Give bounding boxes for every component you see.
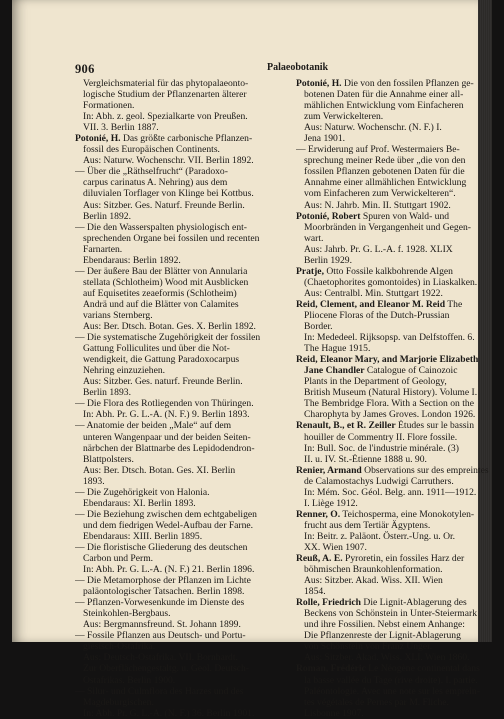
line-text: Otto Fossile kalkbohrende Algen bbox=[323, 265, 453, 277]
line-text: Border. bbox=[304, 321, 333, 333]
text-line bbox=[75, 476, 290, 487]
line-text: Nehring einzuziehen. bbox=[83, 365, 166, 377]
text-line bbox=[296, 432, 502, 443]
running-head: Palaeobotanik bbox=[267, 62, 329, 73]
text-line bbox=[75, 365, 290, 376]
text-line bbox=[296, 420, 502, 431]
text-line bbox=[75, 398, 290, 409]
line-text: Aus: Jahrb. Pr. G. L.-A. f. 1928. XLIX bbox=[304, 243, 453, 255]
line-text: tes végétales de Pernes par M. Fliche. bbox=[304, 696, 449, 708]
line-text: — Der äußere Bau der Blätter von Annularia bbox=[75, 265, 248, 277]
text-line bbox=[296, 597, 502, 608]
book-page bbox=[12, 0, 492, 719]
line-text: — Die den Wasserspalten physiologisch ent- bbox=[75, 221, 247, 233]
line-text: Ebendaraus: Berlin 1892. bbox=[83, 254, 181, 266]
line-text: Aus: N. Jahrb. Min. II. Stuttgart 1902. bbox=[304, 199, 451, 211]
text-line bbox=[75, 608, 290, 619]
line-text: de Calamostachys Ludwigi Carruthers. bbox=[304, 475, 454, 487]
line-text: carpus carinatus A. Nehring) aus dem bbox=[83, 177, 228, 189]
text-line bbox=[75, 498, 290, 509]
line-text: In: Abh. z. geol. Spezialkarte von Preußen. bbox=[83, 111, 248, 123]
text-line bbox=[75, 454, 290, 465]
text-line bbox=[75, 354, 290, 365]
line-text: diluvialen Torflager von Klinge bei Kottbus. bbox=[83, 188, 254, 200]
line-text: Formationen. bbox=[83, 100, 135, 112]
text-line bbox=[75, 332, 290, 343]
line-text: In: Bull. Soc. de l'industrie minérale. (3) bbox=[304, 442, 459, 454]
line-text: Aus: Centralbl. Min. Stuttgart 1922. bbox=[304, 287, 443, 299]
text-line bbox=[296, 233, 502, 244]
text-line bbox=[75, 89, 290, 100]
text-line bbox=[75, 200, 290, 211]
text-line bbox=[75, 277, 290, 288]
text-line bbox=[75, 663, 290, 674]
text-line bbox=[75, 409, 290, 420]
text-line bbox=[75, 387, 290, 398]
text-line bbox=[75, 697, 290, 708]
line-text: Annahme einer allmählichen Entwicklung bbox=[304, 177, 467, 189]
text-line bbox=[75, 597, 290, 608]
text-line bbox=[296, 398, 502, 409]
line-text: I. Liège 1912. bbox=[304, 497, 358, 509]
text-line bbox=[296, 619, 502, 630]
line-text: In: Mém. Soc. Géol. Belg. ann. 1911—1912. bbox=[304, 486, 477, 498]
line-text: — Fossile Pflanzen aus Deutsch- und Portu- bbox=[75, 630, 246, 642]
line-text: Aus: Naturw. Wochenschr. VII. Berlin 1892. bbox=[83, 155, 254, 167]
text-line bbox=[296, 409, 502, 420]
text-line bbox=[296, 675, 502, 686]
line-text: stellata (Schlotheim) Wood mit Ausblicken bbox=[83, 276, 249, 288]
line-text: Blattpolsters. bbox=[83, 453, 134, 465]
author-name: Rolle, Friedrich bbox=[296, 597, 362, 609]
line-text: XX. Wien 1907. bbox=[304, 541, 367, 553]
line-text: logische Studium der Pflanzenarten älterer bbox=[83, 89, 247, 101]
line-text: 1854. bbox=[304, 586, 326, 598]
text-line bbox=[75, 111, 290, 122]
author-name: Reid, Clement, and Eleanor M. Reid bbox=[296, 298, 446, 310]
line-text: VII. 3. Berlin 1887. bbox=[83, 122, 159, 134]
text-line bbox=[296, 100, 502, 111]
line-text: Catalogue of Cainozoic bbox=[364, 365, 458, 377]
text-line bbox=[75, 299, 290, 310]
text-line bbox=[75, 553, 290, 564]
text-line bbox=[296, 89, 502, 100]
text-line bbox=[75, 708, 290, 719]
text-line bbox=[296, 487, 502, 498]
line-text: fossilen Pflanzen gebotenen Daten für die bbox=[304, 166, 465, 178]
text-line bbox=[296, 177, 502, 188]
line-text: Ostafrikas. Berlin 1900. bbox=[83, 674, 176, 686]
line-text: Observations sur des empreintes bbox=[361, 464, 489, 476]
text-line bbox=[296, 365, 502, 376]
text-line bbox=[296, 277, 502, 288]
text-line bbox=[75, 321, 290, 332]
text-line bbox=[75, 630, 290, 641]
author-name: Jane Chandler bbox=[304, 365, 365, 377]
line-text: Jena 1901. bbox=[304, 133, 346, 145]
text-line bbox=[296, 476, 502, 487]
text-line bbox=[296, 520, 502, 531]
text-line bbox=[75, 641, 290, 652]
line-text: — Die floristische Gliederung des deutschen bbox=[75, 541, 248, 553]
line-text: Pyroretin, ein fossiles Harz der bbox=[342, 553, 465, 565]
line-text: — Die Beziehung zwischen dem echtgabeligen bbox=[75, 508, 257, 520]
text-line bbox=[75, 155, 290, 166]
author-name: Potonié, Robert bbox=[296, 210, 361, 222]
text-line bbox=[296, 343, 502, 354]
line-text: Aus: Bergmannsfreund. St. Johann 1899. bbox=[83, 619, 241, 631]
text-line bbox=[75, 675, 290, 686]
line-text: Steinkohlen-Bergbaus. bbox=[83, 608, 171, 620]
author-name: Pratje, bbox=[296, 265, 324, 277]
line-text: mählichen Entwicklung vom Einfacheren bbox=[304, 100, 464, 112]
line-text: In: Mededeel. Rijksopsp. van Delfstoffen. 6. bbox=[304, 332, 475, 344]
text-line bbox=[75, 542, 290, 553]
text-line bbox=[75, 487, 290, 498]
text-line bbox=[75, 686, 290, 697]
line-text: Berlin 1892. bbox=[83, 210, 131, 222]
line-text: — Die Metamorphose der Pflanzen im Lichte bbox=[75, 575, 251, 587]
page-number: 906 bbox=[75, 62, 95, 76]
text-line bbox=[296, 211, 502, 222]
text-line bbox=[75, 133, 290, 144]
text-line bbox=[296, 111, 502, 122]
author-name: Reuß, A. E. bbox=[296, 553, 343, 565]
line-text: Teichosperma, eine Monokotylen- bbox=[340, 508, 475, 520]
text-line bbox=[296, 332, 502, 343]
line-text: böhmischen Braunkohlenformation. bbox=[304, 564, 443, 576]
text-line bbox=[296, 78, 502, 89]
text-line bbox=[75, 531, 290, 542]
line-text: houiller de Commentry II. Flore fossile. bbox=[304, 431, 458, 443]
text-line bbox=[75, 166, 290, 177]
line-text: Gattung Folliculites und über die Not- bbox=[83, 343, 230, 355]
text-line bbox=[75, 177, 290, 188]
text-line bbox=[75, 509, 290, 520]
line-text: (Chaetophorites gomontoides) in Liaskalken. bbox=[304, 276, 478, 288]
line-text: Plants in the Department of Geology, bbox=[304, 376, 447, 388]
text-line bbox=[296, 564, 502, 575]
text-line bbox=[296, 498, 502, 509]
line-text: giesisch-Ostafrika. bbox=[83, 641, 156, 653]
text-line bbox=[75, 266, 290, 277]
line-text: Aus: Ber. Dtsch. Botan. Ges. X. Berlin 1892. bbox=[83, 321, 256, 333]
text-line bbox=[296, 188, 502, 199]
line-text: Aus: Sitzber. Akad. Wiss. XLI. Wien 1860. bbox=[304, 652, 470, 664]
line-text: Das größte carbonische Pflanzen- bbox=[120, 133, 253, 145]
text-line bbox=[296, 641, 502, 652]
text-line bbox=[296, 697, 502, 708]
line-text: Ebendaraus: XI. Berlin 1893. bbox=[83, 497, 196, 509]
text-line bbox=[75, 310, 290, 321]
line-text: zum Verwickelteren. bbox=[304, 111, 384, 123]
line-text: unteren Wangenpaar und der beiden Seiten- bbox=[83, 431, 251, 443]
line-text: Pliocene Floras of the Dutch-Prussian bbox=[304, 309, 450, 321]
text-line bbox=[75, 443, 290, 454]
text-line bbox=[75, 122, 290, 133]
text-line bbox=[296, 266, 502, 277]
text-line bbox=[296, 663, 502, 674]
text-line bbox=[75, 619, 290, 630]
line-text: wendigkeit, die Gattung Paradoxocarpus bbox=[83, 354, 240, 366]
text-line bbox=[296, 255, 502, 266]
text-line bbox=[296, 122, 502, 133]
text-line bbox=[75, 465, 290, 476]
text-line bbox=[296, 310, 502, 321]
text-line bbox=[75, 222, 290, 233]
line-text: Moorbränden in Vergangenheit und Gegen- bbox=[304, 221, 471, 233]
line-text: — Die systematische Zugehörigkeit der fossilen bbox=[75, 332, 261, 344]
text-line bbox=[75, 144, 290, 155]
line-text: la basse vallée du Tage (rive droite). I. partie. bbox=[304, 674, 478, 686]
text-line bbox=[296, 454, 502, 465]
line-text: In: Abh. Pr. G. L.-A. (N. F.) 36. Berlin 1901. bbox=[83, 707, 255, 719]
text-line bbox=[296, 354, 502, 365]
author-name: Potonié, H. bbox=[75, 133, 121, 145]
line-text: Aus: Deutsch-Ostafrika. VII. Bornhardt. bbox=[83, 652, 238, 664]
author-name: Roman, Frédéric bbox=[296, 663, 366, 675]
text-line bbox=[75, 233, 290, 244]
line-text: — Die Flora des Rotliegenden von Thüringen. bbox=[75, 398, 254, 410]
text-line bbox=[75, 432, 290, 443]
line-text: Die Pflanzenreste der Lignit-Ablagerung bbox=[304, 630, 461, 642]
text-line bbox=[296, 652, 502, 663]
line-text: Paléontologie. Avec une note sur les emprein- bbox=[304, 685, 480, 697]
line-text: Aus: Naturw. Wochenschr. (N. F.) I. bbox=[304, 122, 442, 134]
line-text: botenen Daten für die Annahme einer all- bbox=[304, 89, 464, 101]
text-line bbox=[75, 100, 290, 111]
line-text: Le Néogène continental dans bbox=[365, 663, 480, 675]
line-text: Aus: Sitzber. Ges. naturf. Freunde Berlin. bbox=[83, 376, 243, 388]
line-text: Carbon und Perm. bbox=[83, 553, 154, 565]
line-text: fossil des Europäischen Continents. bbox=[83, 144, 220, 156]
line-text: Zur Oberflächengestaltg. u. Geol. Deutsch- bbox=[83, 663, 249, 675]
text-line bbox=[75, 564, 290, 575]
author-name: Renner, O. bbox=[296, 508, 341, 520]
text-line bbox=[296, 443, 502, 454]
line-text: frucht aus dem Tertiär Ägyptens. bbox=[304, 519, 431, 531]
line-text: Vergleichsmaterial für das phytopalaeonto- bbox=[83, 78, 249, 89]
text-line bbox=[296, 166, 502, 177]
text-line bbox=[75, 652, 290, 663]
line-text: und dem fiedrigen Wedel-Aufbau der Farne. bbox=[83, 519, 254, 531]
text-line bbox=[75, 520, 290, 531]
line-text: vom Einfacheren zum Verwickelteren“. bbox=[304, 188, 456, 200]
text-line bbox=[75, 575, 290, 586]
text-line bbox=[296, 288, 502, 299]
text-line bbox=[296, 531, 502, 542]
text-line bbox=[296, 575, 502, 586]
text-line bbox=[75, 188, 290, 199]
line-text: Andrä und auf die Blätter von Calamites bbox=[83, 298, 239, 310]
text-line bbox=[296, 321, 502, 332]
line-text: und ihre Fossilien. Nebst einem Anhange: bbox=[304, 619, 465, 631]
line-text: In: Beitr. z. Paläont. Österr.-Ung. u. Or. bbox=[304, 530, 456, 542]
line-text: Lisbonne 1907. bbox=[304, 707, 364, 719]
line-text: Charophyta by James Groves. London 1926. bbox=[304, 409, 476, 421]
text-line bbox=[296, 387, 502, 398]
text-line bbox=[75, 211, 290, 222]
line-text: Ebendaraus: XIII. Berlin 1895. bbox=[83, 530, 203, 542]
text-line bbox=[296, 299, 502, 310]
text-line bbox=[75, 343, 290, 354]
line-text: paläontologischer Tatsachen. Berlin 1898. bbox=[83, 586, 245, 598]
line-text: Aus: Ber. Dtsch. Botan. Ges. XI. Berlin bbox=[83, 464, 236, 476]
text-line bbox=[75, 376, 290, 387]
line-text: Die Lignit-Ablagerung des bbox=[361, 597, 467, 609]
line-text: Spuren von Wald- und bbox=[360, 210, 450, 222]
line-text: — Über die „Räthselfrucht“ (Paradoxo- bbox=[75, 166, 228, 178]
text-line bbox=[75, 78, 290, 89]
line-text: varians Sternberg. bbox=[83, 309, 153, 321]
text-line bbox=[296, 509, 502, 520]
line-text: Aus: Sitzber. Ges. Naturf. Freunde Berlin. bbox=[83, 199, 245, 211]
line-text: närbchen der Blattnarbe des Lepidodendron- bbox=[83, 442, 255, 454]
text-line bbox=[296, 376, 502, 387]
line-text: — Pflanzen-Vorwesenkunde im Dienste des bbox=[75, 597, 245, 609]
text-line bbox=[75, 586, 290, 597]
line-text: The Hague 1915. bbox=[304, 343, 371, 355]
line-text: — Silur- und Culmflora des Harzes und des bbox=[75, 685, 244, 697]
line-text: Berlin 1893. bbox=[83, 387, 131, 399]
text-line bbox=[296, 200, 502, 211]
text-line bbox=[75, 420, 290, 431]
line-text: Beckens von Schönstein in Unter-Steiermark bbox=[304, 608, 477, 620]
text-line bbox=[296, 144, 502, 155]
text-line bbox=[75, 288, 290, 299]
author-name: Potonié, H. bbox=[296, 78, 342, 89]
text-line bbox=[296, 465, 502, 476]
text-line bbox=[296, 608, 502, 619]
text-line bbox=[296, 553, 502, 564]
line-text: The bbox=[445, 298, 463, 310]
line-text: von Schönstein von Franz Unger. bbox=[304, 641, 433, 653]
line-text: sprechung meiner Rede über „die von den bbox=[304, 155, 466, 167]
line-text: Magdeburgischen. bbox=[83, 696, 154, 708]
left-column bbox=[75, 78, 290, 719]
text-line bbox=[296, 222, 502, 233]
right-column bbox=[296, 78, 502, 719]
line-text: Die von den fossilen Pflanzen ge- bbox=[341, 78, 474, 89]
line-text: Farnarten. bbox=[83, 243, 123, 255]
line-text: Études sur le bassin bbox=[395, 420, 474, 432]
text-line bbox=[75, 255, 290, 266]
text-line bbox=[296, 155, 502, 166]
line-text: British Museum (Natural History). Volume I. bbox=[304, 387, 478, 399]
text-line bbox=[296, 630, 502, 641]
text-line bbox=[296, 542, 502, 553]
text-line bbox=[296, 244, 502, 255]
line-text: II. u. IV. St.-Étienne 1888 u. 90. bbox=[304, 453, 427, 465]
line-text: — Erwiderung auf Prof. Westermaiers Be- bbox=[296, 144, 460, 156]
line-text: sprechenden Organe bei fossilen und recenten bbox=[83, 232, 260, 244]
line-text: In: Abh. Pr. G. L.-A. (N. F.) 9. Berlin 1893. bbox=[83, 409, 250, 421]
author-name: Renault, B., et R. Zeiller bbox=[296, 420, 396, 432]
line-text: 1893. bbox=[83, 475, 105, 487]
line-text: Berlin 1929. bbox=[304, 254, 352, 266]
text-line bbox=[296, 708, 502, 719]
line-text: The Bembridge Flora. With a Section on the bbox=[304, 398, 474, 410]
line-text: Aus: Sitzber. Akad. Wiss. XII. Wien bbox=[304, 575, 443, 587]
line-text: In: Abh. Pr. G. L.-A. (N. F.) 21. Berlin 1896. bbox=[83, 564, 255, 576]
text-line bbox=[296, 686, 502, 697]
author-name: Reid, Eleanor Mary, and Marjorie Elizabeth bbox=[296, 354, 479, 366]
line-text: auf Equisetites zeaeformis (Schlotheim) bbox=[83, 287, 237, 299]
line-text: — Anatomie der beiden „Male“ auf dem bbox=[75, 420, 232, 432]
text-line bbox=[75, 244, 290, 255]
text-line bbox=[296, 586, 502, 597]
text-line bbox=[296, 133, 502, 144]
author-name: Renier, Armand bbox=[296, 464, 362, 476]
line-text: wart. bbox=[304, 232, 324, 244]
line-text: — Die Zugehörigkeit von Halonia. bbox=[75, 486, 210, 498]
